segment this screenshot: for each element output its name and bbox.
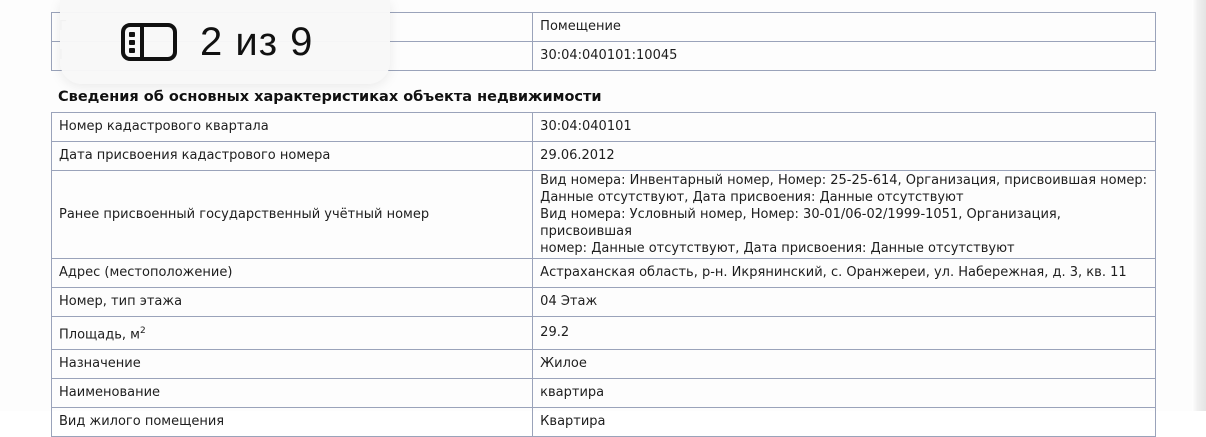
table-row [52,142,1156,171]
row-label: Вид жилого помещения [52,408,533,437]
area-unit-superscript: 2 [139,326,146,336]
table-row [52,317,1156,350]
table-row [52,171,1156,259]
table-row [52,408,1156,437]
value-line: Вид номера: Условный номер, Номер: 30-01/06-02/1999-1051, Организация, присвоившая [540,207,1061,239]
value-line: Данные отсутствуют, Дата присвоения: Данные отсутствуют [540,190,964,205]
table-row [52,288,1156,317]
section-heading: Сведения об основных характеристиках объекта недвижимости [58,89,602,105]
row-label: Номер кадастрового квартала [52,113,533,142]
gallery-icon [120,22,178,62]
row-value: 30:04:040101 [533,113,1156,142]
value-line: номер: Данные отсутствуют, Дата присвоения: Данные отсутствуют [540,241,1015,256]
table-row [52,259,1156,288]
table-row [52,350,1156,379]
row-label: Ранее присвоенный государственный учётный номер [52,171,533,259]
row-label: Назначение [52,350,533,379]
row-label: Дата присвоения кадастрового номера [52,142,533,171]
cadastral-number-value: 30:04:040101:10045 [533,42,1156,71]
page-indicator: 2 из 9 [200,19,314,64]
page-counter-badge[interactable] [60,0,390,84]
table-row [52,113,1156,142]
row-label: Адрес (местоположение) [52,259,533,288]
area-label: Площадь, м [59,327,140,343]
address-value: Астраханская область, р-н. Икрянинский, с. Оранжереи, ул. Набережная, д. 3, кв. 11 [533,259,1156,288]
page-edge [1192,0,1206,411]
characteristics-table [51,112,1156,437]
row-label [52,317,533,350]
row-label: Наименование [52,379,533,408]
row-value: квартира [533,379,1156,408]
value-line: Вид номера: Инвентарный номер, Номер: 25-25-614, Организация, присвоившая номер: [540,173,1148,188]
row-value: 04 Этаж [533,288,1156,317]
row-label: Номер, тип этажа [52,288,533,317]
row-value: Квартира [533,408,1156,437]
table-row [52,379,1156,408]
row-value: Жилое [533,350,1156,379]
row-value: 29.06.2012 [533,142,1156,171]
row-value: Помещение [533,13,1156,42]
area-value: 29.2 [533,317,1156,350]
row-value [533,171,1156,259]
